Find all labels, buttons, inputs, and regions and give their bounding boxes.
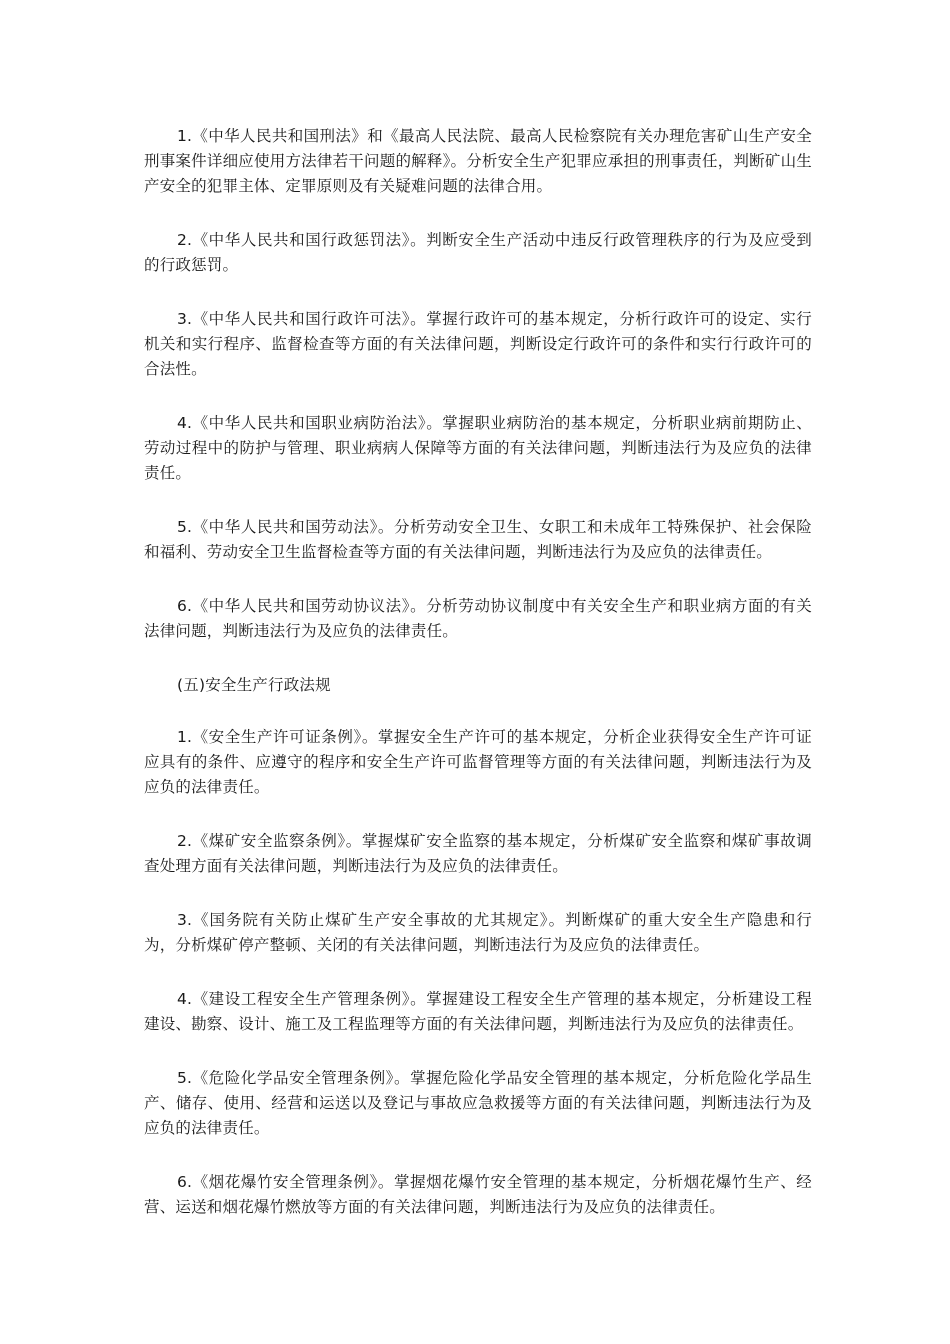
document-body (144, 124, 812, 1249)
paragraph-administrative-license-law: 3.《中华人民共和国行政许可法》。掌握行政许可的基本规定，分析行政许可的设定、实行机关和实行程序、监督检查等方面的有关法律问题，判断设定行政许可的条件和实行行政许可的合法性。 (144, 310, 812, 378)
paragraph-construction-safety-regulation: 4.《建设工程安全生产管理条例》。掌握建设工程安全生产管理的基本规定，分析建设工程建设、勘察、设计、施工及工程监理等方面的有关法律问题，判断违法行为及应负的法律责任。 (144, 990, 812, 1033)
paragraph-labor-contract-law: 6.《中华人民共和国劳动协议法》。分析劳动协议制度中有关安全生产和职业病方面的有关法律问题，判断违法行为及应负的法律责任。 (144, 597, 812, 640)
paragraph-occupational-disease-law: 4.《中华人民共和国职业病防治法》。掌握职业病防治的基本规定，分析职业病前期防止、劳动过程中的防护与管理、职业病病人保障等方面的有关法律问题，判断违法行为及应负的法律责任。 (144, 414, 812, 482)
paragraph-coal-mine-supervision-regulation: 2.《煤矿安全监察条例》。掌握煤矿安全监察的基本规定，分析煤矿安全监察和煤矿事故调查处理方面有关法律问题，判断违法行为及应负的法律责任。 (144, 832, 812, 875)
paragraph-coal-mine-accident-provisions: 3.《国务院有关防止煤矿生产安全事故的尤其规定》。判断煤矿的重大安全生产隐患和行为，分析煤矿停产整顿、关闭的有关法律问题，判断违法行为及应负的法律责任。 (144, 911, 812, 954)
paragraph-hazardous-chemicals-regulation: 5.《危险化学品安全管理条例》。掌握危险化学品安全管理的基本规定，分析危险化学品生产、储存、使用、经营和运送以及登记与事故应急救援等方面的有关法律问题，判断违法行为及应负的法律责任。 (144, 1069, 812, 1137)
paragraph-fireworks-regulation: 6.《烟花爆竹安全管理条例》。掌握烟花爆竹安全管理的基本规定，分析烟花爆竹生产、经营、运送和烟花爆竹燃放等方面的有关法律问题，判断违法行为及应负的法律责任。 (144, 1173, 812, 1216)
paragraph-administrative-penalty-law: 2.《中华人民共和国行政惩罚法》。判断安全生产活动中违反行政管理秩序的行为及应受到的行政惩罚。 (144, 231, 812, 274)
paragraph-labor-law: 5.《中华人民共和国劳动法》。分析劳动安全卫生、女职工和未成年工特殊保护、社会保险和福利、劳动安全卫生监督检查等方面的有关法律问题，判断违法行为及应负的法律责任。 (144, 518, 812, 561)
paragraph-safety-license-regulation: 1.《安全生产许可证条例》。掌握安全生产许可的基本规定，分析企业获得安全生产许可证应具有的条件、应遵守的程序和安全生产许可监督管理等方面的有关法律问题，判断违法行为及应负的法律责任。 (144, 728, 812, 796)
paragraph-criminal-law: 1.《中华人民共和国刑法》和《最高人民法院、最高人民检察院有关办理危害矿山生产安全刑事案件详细应使用方法律若干问题的解释》。分析安全生产犯罪应承担的刑事责任，判断矿山生产安全的犯罪主体、定罪原则及有关疑难问题的法律合用。 (144, 127, 812, 195)
section-heading-administrative-regulations: (五)安全生产行政法规 (177, 676, 331, 694)
